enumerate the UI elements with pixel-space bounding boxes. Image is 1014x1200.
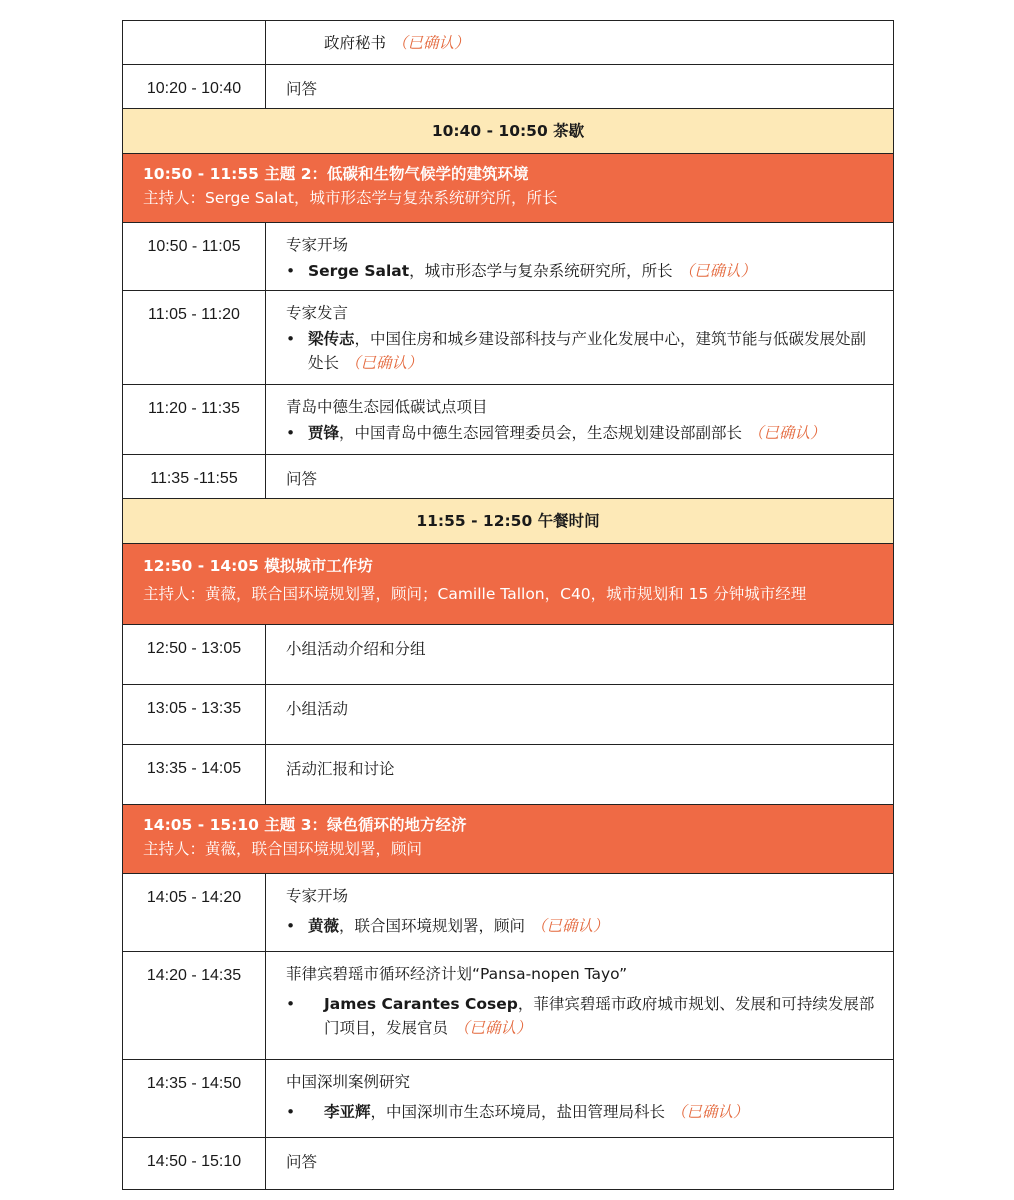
speaker-item: [286, 327, 875, 375]
speaker-name: 梁传志: [308, 330, 355, 348]
break-label: 10:40 - 10:50 茶歇: [123, 109, 894, 154]
confirmed-tag: （已确认）: [748, 424, 826, 442]
agenda-row: [123, 1060, 894, 1138]
speaker-title: 政府秘书: [324, 34, 387, 52]
time-cell: 10:20 - 10:40: [123, 65, 266, 109]
session-header: [123, 805, 894, 874]
confirmed-tag: （已确认）: [531, 917, 609, 935]
speaker-item: [286, 421, 875, 445]
agenda-row: [123, 1138, 894, 1190]
confirmed-tag: （已确认）: [454, 1019, 532, 1037]
session-host: 主持人：Serge Salat，城市形态学与复杂系统研究所，所长: [143, 189, 558, 207]
speaker-name: 黄薇: [308, 917, 340, 935]
session-title: 14:05 - 15:10 主题 3：绿色循环的地方经济: [143, 816, 467, 834]
time-cell: 14:50 - 15:10: [123, 1138, 266, 1190]
speaker-desc: ，中国青岛中德生态园管理委员会，生态规划建设部副部长: [339, 424, 743, 442]
time-cell: 11:35 -11:55: [123, 455, 266, 499]
time-cell: 14:05 - 14:20: [123, 874, 266, 952]
content-cell: 小组活动介绍和分组: [266, 625, 894, 685]
content-cell: 问答: [266, 455, 894, 499]
agenda-row: [123, 291, 894, 385]
time-cell: 14:35 - 14:50: [123, 1060, 266, 1138]
agenda-row: [123, 385, 894, 455]
time-cell: 13:35 - 14:05: [123, 745, 266, 805]
content-cell: [266, 952, 894, 1060]
time-cell: 13:05 - 13:35: [123, 685, 266, 745]
speaker-name: James Carantes Cosep: [324, 995, 518, 1013]
agenda-row: [123, 223, 894, 291]
content-cell: 问答: [266, 1138, 894, 1190]
speaker-desc: ，中国住房和城乡建设部科技与产业化发展中心，建筑节能与低碳发展处副处长: [308, 330, 867, 372]
bullet-icon: •: [286, 330, 296, 348]
bullet-icon: •: [286, 262, 296, 280]
content-cell: 小组活动: [266, 685, 894, 745]
session-host: 主持人：黄薇，联合国环境规划署，顾问；Camille Tallon，C40，城市规划和 15 分钟城市经理: [143, 585, 807, 603]
agenda-row: [123, 745, 894, 805]
agenda-sheet: [122, 20, 894, 1190]
content-cell: [266, 223, 894, 291]
agenda-row: [123, 625, 894, 685]
time-cell: 10:50 - 11:05: [123, 223, 266, 291]
content-cell: [266, 1060, 894, 1138]
speaker-desc: ，菲律宾碧瑶市政府城市规划、发展和可持续发展部门项目，发展官员: [324, 995, 875, 1037]
break-row: [123, 499, 894, 544]
speaker-name: 贾锋: [308, 424, 340, 442]
speaker-item: [286, 259, 875, 283]
item-heading: 菲律宾碧瑶市循环经济计划“Pansa-nopen Tayo”: [286, 965, 628, 983]
confirmed-tag: （已确认）: [345, 354, 423, 372]
session-host: 主持人：黄薇，联合国环境规划署，顾问: [143, 840, 423, 858]
session-title: 12:50 - 14:05 模拟城市工作坊: [143, 557, 373, 575]
item-heading: 专家发言: [286, 304, 349, 322]
session-header: [123, 544, 894, 625]
break-row: [123, 109, 894, 154]
time-cell: 11:20 - 11:35: [123, 385, 266, 455]
time-cell: 11:05 - 11:20: [123, 291, 266, 385]
speaker-name: 李亚辉: [324, 1103, 371, 1121]
item-heading: 中国深圳案例研究: [286, 1073, 411, 1091]
agenda-row: [123, 685, 894, 745]
agenda-row: [123, 952, 894, 1060]
item-heading: 专家开场: [286, 887, 349, 905]
bullet-icon: •: [286, 1103, 296, 1121]
agenda-row: [123, 455, 894, 499]
content-cell: [266, 291, 894, 385]
speaker-desc: ，联合国环境规划署，顾问: [339, 917, 526, 935]
confirmed-tag: （已确认）: [671, 1103, 749, 1121]
item-heading: 青岛中德生态园低碳试点项目: [286, 398, 488, 416]
speaker-item: [286, 914, 875, 938]
agenda-row: [123, 874, 894, 952]
session-title: 10:50 - 11:55 主题 2：低碳和生物气候学的建筑环境: [143, 165, 529, 183]
speaker-desc: ，城市形态学与复杂系统研究所，所长: [409, 262, 673, 280]
content-cell: [266, 385, 894, 455]
time-cell: 12:50 - 13:05: [123, 625, 266, 685]
confirmed-tag: （已确认）: [678, 262, 757, 280]
content-cell: 问答: [266, 65, 894, 109]
bullet-icon: •: [286, 995, 296, 1013]
agenda-row: [123, 21, 894, 65]
bullet-icon: •: [286, 424, 296, 442]
time-cell: 14:20 - 14:35: [123, 952, 266, 1060]
bullet-icon: •: [286, 917, 296, 935]
agenda-table: [122, 20, 894, 1190]
speaker-name: Serge Salat: [308, 262, 410, 280]
time-cell: [123, 21, 266, 65]
break-label: 11:55 - 12:50 午餐时间: [123, 499, 894, 544]
content-cell: [266, 21, 894, 65]
content-cell: [266, 874, 894, 952]
speaker-item: [286, 992, 875, 1040]
session-header: [123, 154, 894, 223]
speaker-desc: ，中国深圳市生态环境局，盐田管理局科长: [370, 1103, 666, 1121]
speaker-item: [286, 1100, 875, 1124]
agenda-row: [123, 65, 894, 109]
content-cell: 活动汇报和讨论: [266, 745, 894, 805]
item-heading: 专家开场: [286, 236, 349, 254]
confirmed-tag: （已确认）: [392, 34, 470, 52]
